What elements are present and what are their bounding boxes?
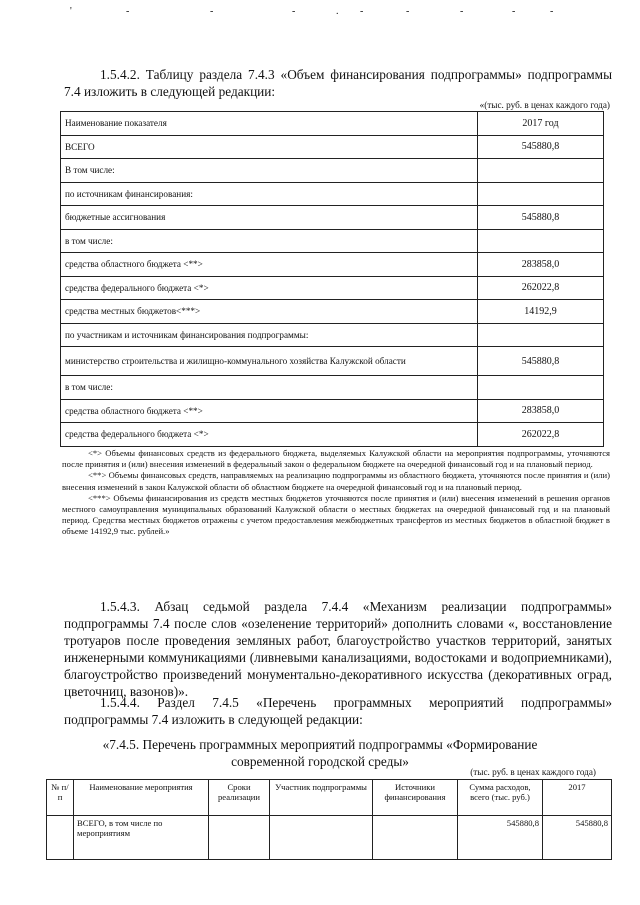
row-name: в том числе: xyxy=(61,229,478,253)
row-total: 545880,8 xyxy=(458,816,543,860)
row-name: средства областного бюджета <**> xyxy=(61,253,478,277)
section-title xyxy=(60,736,580,770)
row-value xyxy=(478,159,604,183)
paragraph-1-5-4-3 xyxy=(64,598,612,700)
financing-table xyxy=(60,111,604,447)
row-value: 262022,8 xyxy=(478,423,604,447)
header-cell-year: 2017 год xyxy=(478,112,604,136)
row-value xyxy=(478,229,604,253)
paragraph-text: 1.5.4.4. Раздел 7.4.5 «Перечень программных мероприятий подпрограммы» подпрограммы 7.4 изложить в следующей редакции: xyxy=(64,695,612,727)
row-name: по участникам и источникам финансирования подпрограммы: xyxy=(61,323,478,347)
scan-mark: ' xyxy=(70,6,72,17)
paragraph-1-5-4-4 xyxy=(64,694,612,728)
row-num xyxy=(47,816,74,860)
header-cell-term: Сроки реализации xyxy=(209,780,270,816)
scan-mark: - xyxy=(126,6,130,17)
header-cell-name: Наименование показателя xyxy=(61,112,478,136)
row-value xyxy=(478,182,604,206)
footnote-regional: <**> Объемы финансовых средств, направляемых на реализацию подпрограммы из областного бюджета, уточняются после принятия и (или) внесения изменений в закон Калужской области об областном бюджете на очередной финансовый год и на плановый период. xyxy=(62,470,610,492)
scan-marks xyxy=(60,6,620,18)
row-term xyxy=(209,816,270,860)
scan-mark: - xyxy=(360,6,364,17)
table1-units: «(тыс. руб. в ценах каждого года) xyxy=(479,100,610,110)
table-header-row xyxy=(61,112,604,136)
scan-mark: - xyxy=(406,6,410,17)
footnotes xyxy=(62,448,610,538)
row-value: 283858,0 xyxy=(478,253,604,277)
scan-mark: - xyxy=(210,6,214,17)
paragraph-1-5-4-2 xyxy=(64,66,612,100)
header-cell-source: Источники финансирования xyxy=(373,780,458,816)
footnote-local: <***> Объемы финансирования из средств местных бюджетов уточняются после принятия и (или) внесения изменений в решения органов местного самоуправления муниципальных образований Калужской области о местных бюджетах на очередной финансовый год и на плановый период. Средства местных бюджетов отражены с учетом предоставления межбюджетных трансфертов из местных бюджетов в областной бюджет в объеме 14192,9 тыс. рублей.» xyxy=(62,492,610,537)
table-row xyxy=(61,253,604,277)
table-row xyxy=(61,300,604,324)
row-source xyxy=(373,816,458,860)
row-name: министерство строительства и жилищно-коммунального хозяйства Калужской области xyxy=(61,347,478,376)
row-value: 283858,0 xyxy=(478,399,604,423)
header-cell-participant: Участник подпрограммы xyxy=(270,780,373,816)
table-row xyxy=(61,423,604,447)
header-cell-2017: 2017 xyxy=(543,780,612,816)
scan-mark: - xyxy=(550,6,554,17)
table-row xyxy=(61,323,604,347)
scan-mark: - xyxy=(460,6,464,17)
row-name: ВСЕГО xyxy=(61,135,478,159)
row-participant xyxy=(270,816,373,860)
table-row xyxy=(61,159,604,183)
table-header-row xyxy=(47,780,612,816)
row-name: В том числе: xyxy=(61,159,478,183)
scan-mark: - xyxy=(512,6,516,17)
paragraph-text: 1.5.4.3. Абзац седьмой раздела 7.4.4 «Механизм реализации подпрограммы» подпрограммы 7.4 после слов «озеленение территорий» дополнить словами «, восстановление тротуаров после проведения земляных работ, благоустройство участков территорий, занятых инженерными коммуникациями (ливневыми канализациями, водостоками и водоприемниками), благоустройство произведений монументально-декоративного искусства (декоративных оград, цветочниц, вазонов)». xyxy=(64,599,612,699)
scan-mark: . xyxy=(336,6,339,17)
paragraph-text: 1.5.4.2. Таблицу раздела 7.4.3 «Объем финансирования подпрограммы» подпрограммы 7.4 изложить в следующей редакции: xyxy=(64,67,612,99)
row-value: 545880,8 xyxy=(478,347,604,376)
table-row xyxy=(61,376,604,400)
header-cell-name: Наименование мероприятия xyxy=(74,780,209,816)
table-row xyxy=(61,135,604,159)
row-value xyxy=(478,323,604,347)
table-row xyxy=(61,347,604,376)
row-value: 14192,9 xyxy=(478,300,604,324)
row-name: по источникам финансирования: xyxy=(61,182,478,206)
program-measures-table xyxy=(46,779,612,860)
row-value: 545880,8 xyxy=(478,206,604,230)
table-row xyxy=(61,399,604,423)
scan-mark: - xyxy=(292,6,296,17)
row-name: бюджетные ассигнования xyxy=(61,206,478,230)
row-name: средства местных бюджетов<***> xyxy=(61,300,478,324)
footnote-federal: <*> Объемы финансовых средств из федерального бюджета, выделяемых Калужской области на мероприятия подпрограммы, уточняются после принятия и (или) внесения изменений в федеральный закон о федеральном бюджете на очередной финансовый год и на плановый период. xyxy=(62,448,610,470)
row-value xyxy=(478,376,604,400)
table-row xyxy=(47,816,612,860)
row-name: средства областного бюджета <**> xyxy=(61,399,478,423)
table-row xyxy=(61,229,604,253)
header-cell-total: Сумма расходов, всего (тыс. руб.) xyxy=(458,780,543,816)
row-value: 262022,8 xyxy=(478,276,604,300)
row-name: средства федерального бюджета <*> xyxy=(61,423,478,447)
row-name: средства федерального бюджета <*> xyxy=(61,276,478,300)
table-row xyxy=(61,276,604,300)
section-title-line-1: «7.4.5. Перечень программных мероприятий подпрограммы «Формирование xyxy=(102,737,538,752)
section-title-line-2: современной городской среды» xyxy=(231,754,409,769)
table-row xyxy=(61,182,604,206)
table-row xyxy=(61,206,604,230)
header-cell-num: № п/п xyxy=(47,780,74,816)
row-name: ВСЕГО, в том числе по мероприятиям xyxy=(74,816,209,860)
row-name: в том числе: xyxy=(61,376,478,400)
table2-units: (тыс. руб. в ценах каждого года) xyxy=(470,767,596,777)
row-2017: 545880,8 xyxy=(543,816,612,860)
row-value: 545880,8 xyxy=(478,135,604,159)
